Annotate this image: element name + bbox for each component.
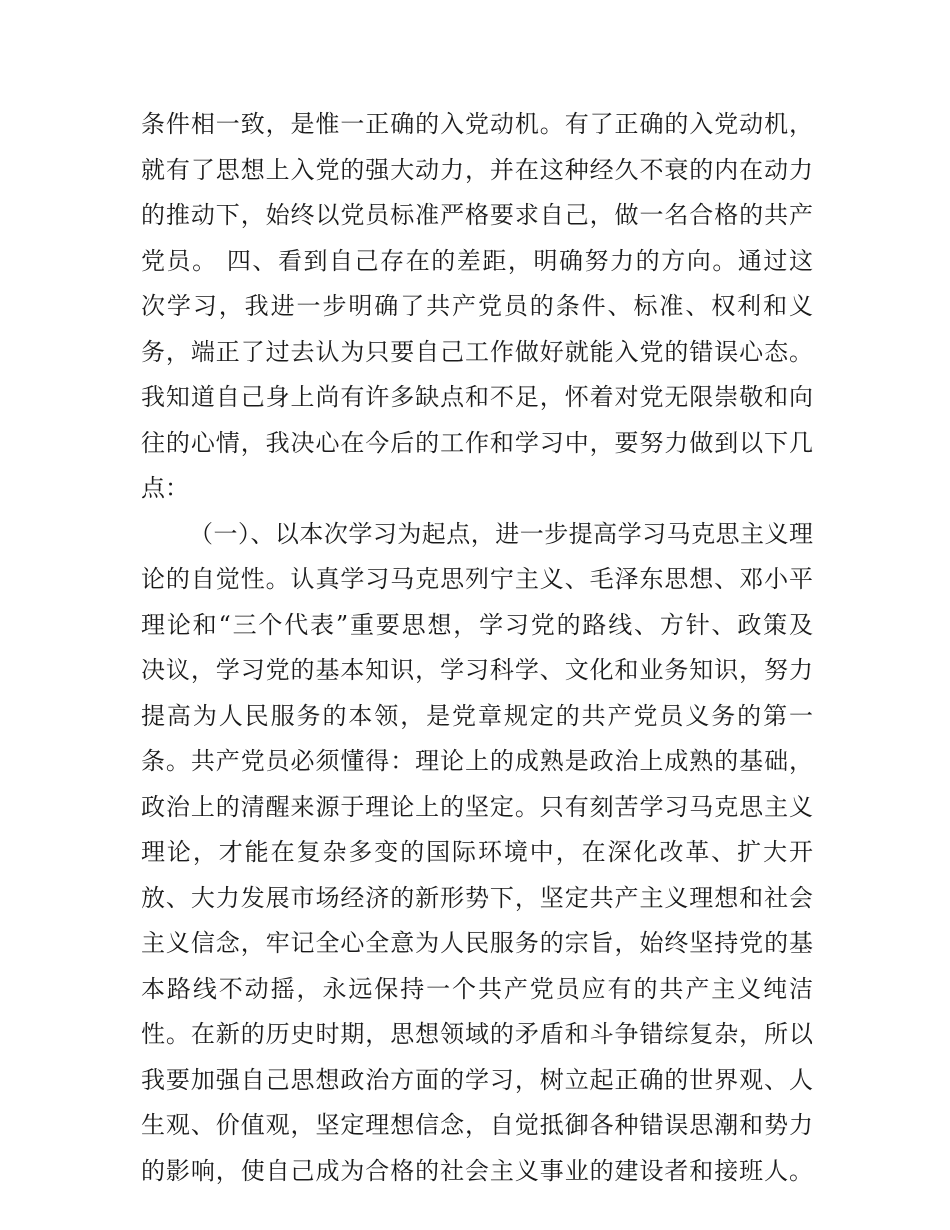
text-line: 次学习，我进一步明确了共产党员的条件、标准、权利和义 <box>141 292 813 320</box>
text-line: 我知道自己身上尚有许多缺点和不足，怀着对党无限崇敬和向 <box>141 383 813 411</box>
text-line: 生观、价值观，坚定理想信念，自觉抵御各种错误思潮和势力 <box>141 1111 813 1139</box>
text-line: 本路线不动摇，永远保持一个共产党员应有的共产主义纯洁 <box>141 974 813 1003</box>
text-line: 党员。 四、看到自己存在的差距，明确努力的方向。通过这 <box>141 246 813 275</box>
text-line: 点： <box>141 474 189 502</box>
text-line: 就有了思想上入党的强大动力，并在这种经久不衰的内在动力 <box>141 155 813 184</box>
text-line: 理论和“三个代表”重要思想，学习党的路线、方针、政策及 <box>141 610 813 639</box>
text-line: 务，端正了过去认为只要自己工作做好就能入党的错误心态。 <box>141 337 813 366</box>
document-body <box>141 102 813 1194</box>
text-line: 条。共产党员必须懂得：理论上的成熟是政治上成熟的基础， <box>141 747 813 775</box>
text-line: 决议，学习党的基本知识，学习科学、文化和业务知识，努力 <box>141 656 813 684</box>
text-line: 往的心情，我决心在今后的工作和学习中，要努力做到以下几 <box>141 428 813 457</box>
text-line: 理论，才能在复杂多变的国际环境中，在深化改革、扩大开 <box>141 838 813 866</box>
text-line: 我要加强自己思想政治方面的学习，树立起正确的世界观、人 <box>141 1065 813 1094</box>
text-line: 论的自觉性。认真学习马克思列宁主义、毛泽东思想、邓小平 <box>141 565 813 593</box>
text-line: 放、大力发展市场经济的新形势下，坚定共产主义理想和社会 <box>141 883 813 912</box>
text-line: （一）、以本次学习为起点，进一步提高学习马克思主义理 <box>189 519 813 548</box>
text-line: 条件相一致，是惟一正确的入党动机。有了正确的入党动机， <box>141 110 813 138</box>
text-line: 政治上的清醒来源于理论上的坚定。只有刻苦学习马克思主义 <box>141 792 813 821</box>
text-line: 主义信念，牢记全心全意为人民服务的宗旨，始终坚持党的基 <box>141 929 813 957</box>
text-line: 性。在新的历史时期，思想领域的矛盾和斗争错综复杂，所以 <box>141 1020 813 1048</box>
text-line: 的影响，使自己成为合格的社会主义事业的建设者和接班人。 <box>141 1156 813 1185</box>
text-line: 的推动下，始终以党员标准严格要求自己，做一名合格的共产 <box>141 201 813 229</box>
text-line: 提高为人民服务的本领，是党章规定的共产党员义务的第一 <box>141 701 813 730</box>
